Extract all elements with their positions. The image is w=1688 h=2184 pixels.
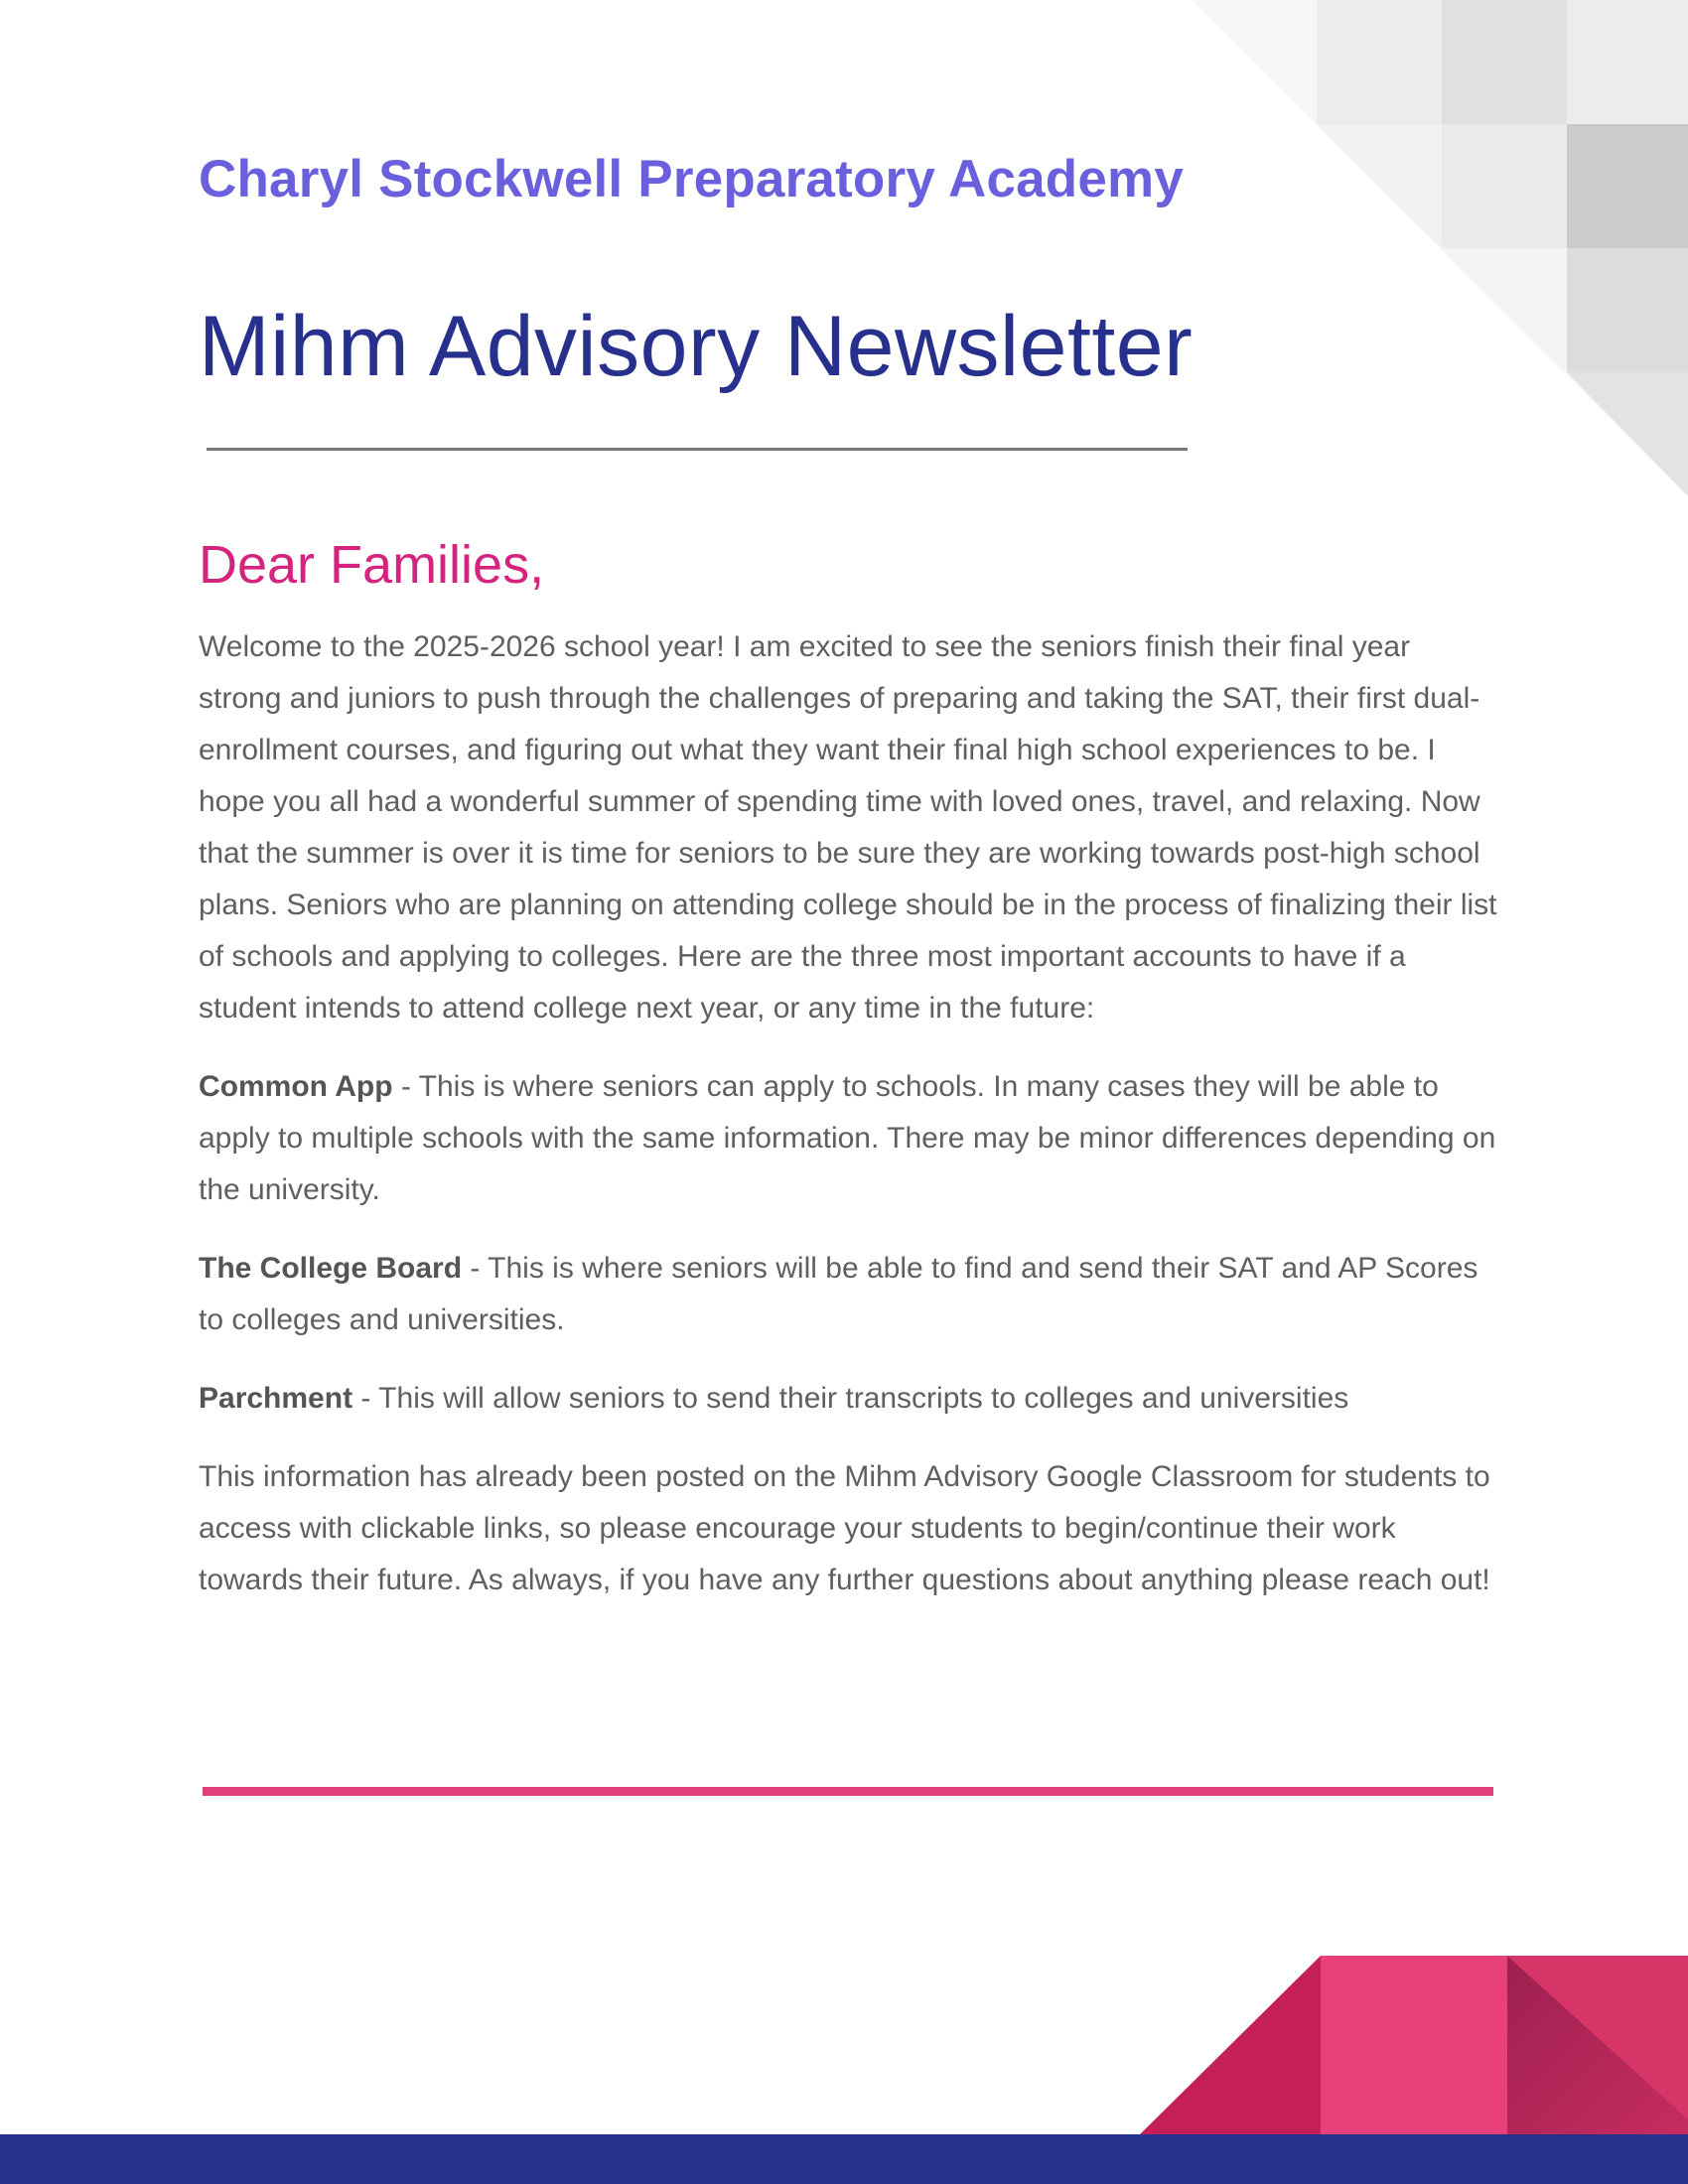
account-name: Common App [199, 1070, 393, 1103]
greeting: Dear Families, [199, 535, 545, 595]
school-name: Charyl Stockwell Preparatory Academy [199, 150, 1185, 208]
letter-body [199, 621, 1499, 1633]
account-description: - This is where seniors will be able to find and send their SAT and AP Scores to colleges and universities. [199, 1252, 1478, 1336]
account-common-app [199, 1061, 1499, 1216]
top-corner-decoration [0, 0, 1688, 516]
closing-paragraph: This information has already been posted on the Mihm Advisory Google Classroom for students to access with clickable links, so please encourage your students to begin/continue their work towards their future. As always, if you have any further questions about anything please reach out! [199, 1460, 1490, 1596]
account-name: The College Board [199, 1252, 463, 1285]
account-description: - This will allow seniors to send their transcripts to colleges and universities [352, 1382, 1349, 1415]
bottom-corner-decoration [0, 1946, 1688, 2184]
newsletter-title: Mihm Advisory Newsletter [199, 299, 1194, 394]
intro-paragraph: Welcome to the 2025-2026 school year! I am excited to see the seniors finish their final year strong and juniors to push through the challenges of preparing and taking the SAT, their first dual-enrollment courses, and figuring out what they want their final high school experiences to be. I hope you all had a wonderful summer of spending time with loved ones, travel, and relaxing. Now that the summer is over it is time for seniors to be sure they are working towards post-high school plans. Seniors who are planning on attending college should be in the process of finalizing their list of schools and applying to colleges. Here are the three most important accounts to have if a student intends to attend college next year, or any time in the future: [199, 630, 1497, 1024]
title-divider [207, 448, 1188, 451]
pink-divider [203, 1787, 1493, 1796]
footer-bar [0, 2134, 1688, 2184]
account-description: - This is where seniors can apply to schools. In many cases they will be able to apply to multiple schools with the same information. There may be minor differences depending on the university. [199, 1070, 1496, 1206]
account-parchment [199, 1373, 1499, 1425]
account-college-board [199, 1243, 1499, 1346]
account-name: Parchment [199, 1382, 353, 1415]
